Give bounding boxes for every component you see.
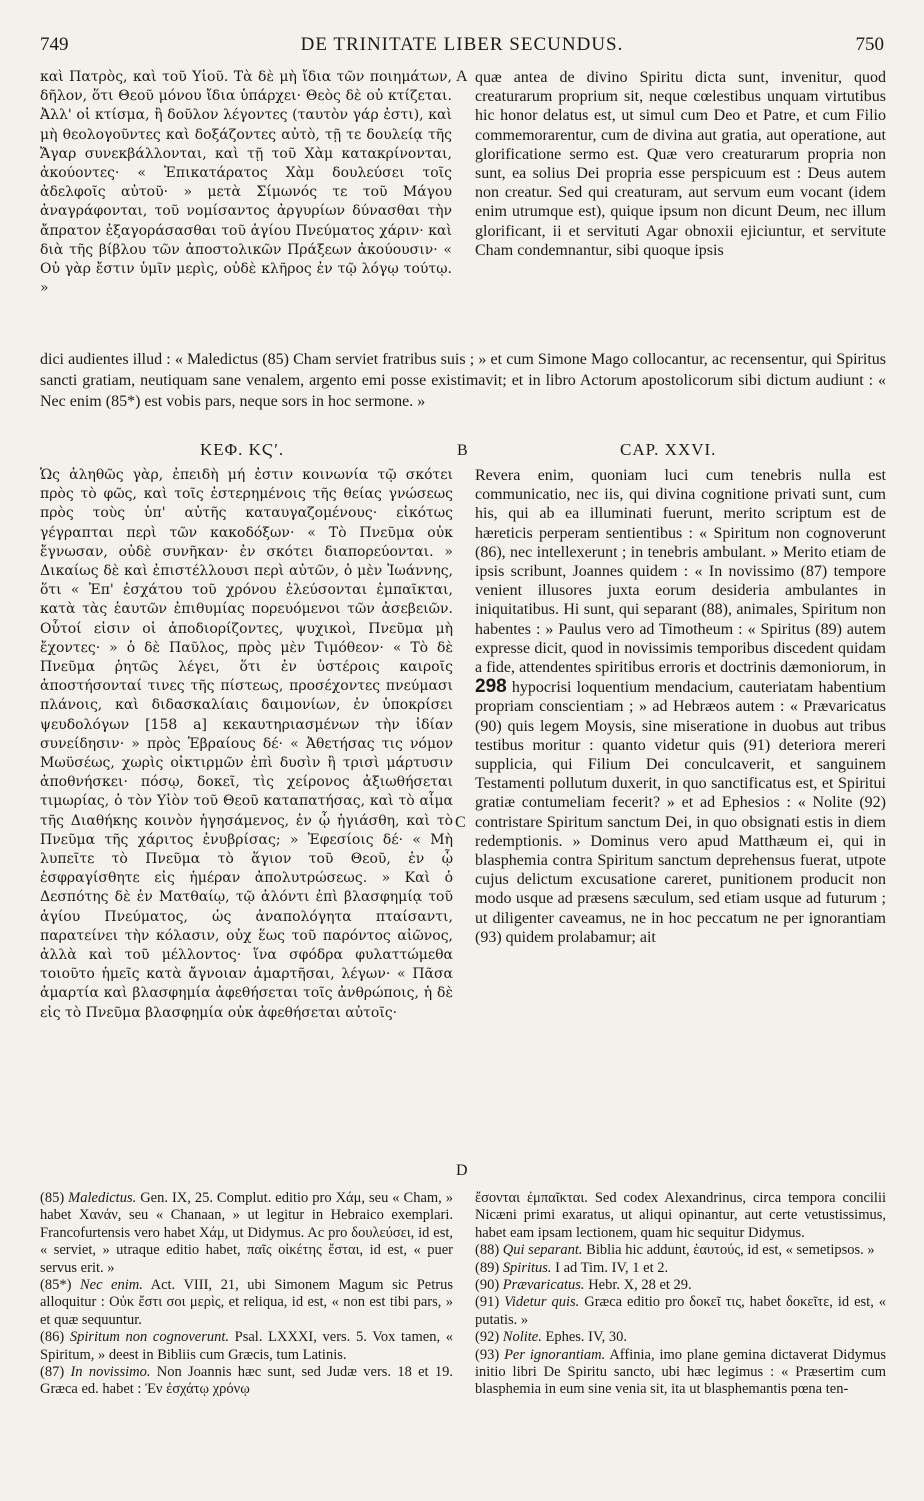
footnote-number: (90) — [475, 1277, 500, 1294]
running-title: DE TRINITATE LIBER SECUNDUS. — [300, 34, 624, 55]
footnote — [40, 1364, 453, 1399]
latin-body-part-b: hypocrisi loquentium mendacium, cauteriatam habentium propriam conscientiam ; » ad Hebræos autem : « Prævaricatus (90) quis legem Moysis, sine miseratione in duobus aut tribus testibus moritur : quanto videtur quis (91) deteriora mereri supplicia, qui Filium Dei conculcaverit, et sanguinem Testamenti pollutum duxerit, in quo sanctificatus est, et Spiritui gratiæ contumeliam fecerit? » et ad Ephesios : « Nolite (92) contristare Spiritum sanctum Dei, in quo obsignati estis in diem redemptionis. » Dominus vero apud Matthæum ei, qui in blasphemia contra Spiritum sanctum deprehensus fuerat, utpote cujus delictum excusatione careret, punitionem producit non modo usque ad præsens sæculum, sed etiam usque ad futurum ; ut diligenter caveamus, ne in hoc peccatum ne per ignorantiam (93) quidem prolabamur; ait — [475, 679, 886, 946]
margin-marker-c: C — [455, 814, 466, 831]
footnote-label: Qui separant. — [502, 1242, 583, 1259]
latin-body-text — [475, 466, 886, 1182]
footnotes-right — [475, 1190, 886, 1480]
running-header — [40, 34, 884, 60]
footnote — [40, 1190, 453, 1277]
footnote-text: Affinia, imo plane gemina dictaverat Didymus initio libri De Spiritu sancto, ubi hæc legimus : « Præsertim cum blasphemia in eum sine venia sit, ita ut blasphemantis pœna ten- — [475, 1346, 886, 1398]
full-width-latin-text: dici audientes illud : « Maledictus (85) Cham serviet fratribus suis ; » et cum Simone Mago collocantur, ac recensentur, qui Spiritus sancti gratiam, neutiquam sane venalem, argento emi posse existimavit; et in libro Actorum apostolicorum sibi dictum audiunt : « Nec enim (85*) est vobis pars, neque sors in hoc sermone. » — [40, 351, 886, 410]
footnote — [40, 1277, 453, 1329]
footnote-continuation: ἔσονται ἐμπαῖκται. Sed codex Alexandrinus, circa tempora concilii Nicæni primi exaratus, ut aliqui opinantur, aut certe vetustissimus, habet eam ipsam lectionem, quam hic sequitur Didymus. — [475, 1190, 886, 1241]
margin-marker-a: A — [456, 68, 468, 85]
page-marker-number: 298 — [475, 676, 507, 698]
footnote — [475, 1329, 886, 1346]
margin-marker-b: B — [457, 442, 468, 459]
chapter-heading-greek: ΚΕΦ. ΚϚʹ. — [200, 440, 285, 459]
footnote-text: Act. VIII, 21, ubi Simonem Magum sic Petrus alloquitur : Οὐκ ἔστι σοι μερὶς, et reliqua, id est, « non est tibi pars, » et quæ sequuntur. — [40, 1277, 453, 1328]
footnote-label: Nolite. — [502, 1329, 542, 1346]
footnote-number: (87) — [40, 1364, 65, 1381]
footnote-text: Græca editio pro δοκεῖ τις, habet δοκεῖτε, id est, « putatis. » — [475, 1294, 886, 1328]
footnotes-left — [40, 1190, 453, 1480]
footnote — [475, 1260, 886, 1277]
footnote — [475, 1347, 886, 1399]
footnote-text: Gen. IX, 25. Complut. editio pro Χάμ, seu « Cham, » habet Χανάν, seu « Chanaan, » ut legitur in Hebraico exemplari. Francofurtensis vero habet Χάμ, ut Didymus. Ac pro δουλεύσει, id est, « serviet, » utraque editio habet, παῖς οἰκέτης ἔσται, id est, « puer servus erit. » — [40, 1190, 453, 1276]
footnote-text: Biblia hic addunt, ἑαυτούς, id est, « semetipsos. » — [582, 1242, 875, 1259]
footnote-label: In novissimo. — [70, 1364, 151, 1381]
footnote-label: Maledictus. — [68, 1190, 137, 1206]
footnote-label: Videtur quis. — [504, 1294, 580, 1311]
footnote-number: (88) — [475, 1242, 500, 1259]
footnote-number: (85) — [40, 1190, 65, 1206]
top-greek-text: καὶ Πατρὸς, καὶ τοῦ Υἱοῦ. Τὰ δὲ μὴ ἴδια τῶν ποιημάτων, δῆλον, ὅτι Θεοῦ μόνου ἴδια ὑπάρχει· Θεὸς δὲ οὐ κτίζεται. Ἀλλ' οἱ κτίσμα, ἢ δοῦλον λέγοντες (ταυτὸν γάρ ἐστι), καὶ μὴ θεολογοῦντες καὶ δοξάζοντες αὐτὸ, τῇ τε δουλείᾳ τῆς Ἄγαρ συνεκβάλλονται, καὶ τῇ τοῦ Χὰμ κατακρίνονται, ἀκούοντες· « Ἐπικατάρατος Χὰμ δουλεύσει τοῖς ἀδελφοῖς αὐτοῦ· » μετὰ Σίμωνός τε τοῦ Μάγου ἀναγράφονται, τοῦ νομίσαντος ἀργυρίων δύνασθαι τὴν ἄπρατον ἐξαγοράσασθαι τοῦ ἁγίου Πνεύματος χάριν· καὶ διὰ τῆς βίβλου τῶν ἀποστολικῶν Πράξεων ἀκούουσιν· « Οὐ γὰρ ἔστιν ὑμῖν μερὶς, οὐδὲ κλῆρος ἐν τῷ λόγῳ τούτῳ. » — [40, 69, 452, 297]
footnote-text: I ad Tim. IV, 1 et 2. — [551, 1259, 669, 1276]
footnote-label: Prævaricatus. — [502, 1277, 585, 1294]
footnote-number: (85*) — [40, 1277, 72, 1294]
footnote — [475, 1294, 886, 1329]
footnote-number: (91) — [475, 1294, 500, 1311]
footnote-text: Ephes. IV, 30. — [541, 1329, 627, 1346]
footnote-number: (92) — [475, 1329, 500, 1346]
footnote-text: Non Joannis hæc sunt, sed Judæ vers. 18 et 19. Græca ed. habet : Ἐν ἐσχάτῳ χρόνῳ — [40, 1364, 453, 1398]
footnote — [40, 1329, 453, 1364]
footnote-label: Spiritus. — [502, 1259, 552, 1276]
chapter-heading-latin: CAP. XXVI. — [620, 440, 717, 459]
footnote-number: (86) — [40, 1329, 65, 1346]
footnote — [475, 1277, 886, 1294]
right-column-number: 750 — [855, 34, 884, 55]
footnote-label: Spiritum non cognoverunt. — [69, 1329, 229, 1346]
top-latin-text: quæ antea de divino Spiritu dicta sunt, invenitur, quod creaturarum proprium sit, neque cœlestibus unquam virtutibus hic honor delatus est, ut simul cum Deo et Patre, et cum Filio commemorarentur, cum de divina aut gratia, aut operatione, aut glorificatione sermo est. Quæ vero creaturarum propria non sunt, ea solius Dei propria esse perspicuum est : Deus autem non creatur. Sed qui creaturam, aut servum eum vocant (idem enim utrumque est), quique ipsum non dicunt Deum, nec illum glorificant, ii et servituti Agar obnoxii ejiciuntur, et servitute Cham condemnantur, sibi quoque ipsis — [475, 69, 886, 259]
footnote-label: Nec enim. — [79, 1277, 143, 1294]
footnote-label: Per ignorantiam. — [504, 1346, 606, 1363]
footnote-text: Psal. LXXXI, vers. 5. Vox tamen, « Spiritum, » deest in Bibliis cum Græcis, tum Latinis. — [40, 1329, 453, 1363]
latin-body-part-a: Revera enim, quoniam luci cum tenebris nulla est communicatio, nec iis, qui divina cognitione privati sunt, cum his, qui ab ea illuminati fuerunt, merito scriptum est de hæreticis perperam sentientibus : « Spiritum non cognoverunt (86), nec intellexerunt ; in tenebris ambulant. » Merito etiam de ipsis scribunt, Joannes quidem : « In novissimo (87) tempore venient illusores juxta eorum desideria ambulantes in iniquitatibus. Hi sunt, qui separant (88), animales, Spiritum non habentes : » Paulus vero ad Timotheum : « Spiritus (89) autem expresse dicit, quod in novissimis temporibus discedent quidam a fide, attendentes spiritibus erroris et doctrinis dæmoniorum, in — [475, 467, 886, 677]
margin-marker-d: D — [456, 1162, 468, 1179]
footnote-text: Hebr. X, 28 et 29. — [584, 1277, 692, 1294]
left-column-number: 749 — [40, 34, 69, 55]
footnote-number: (93) — [475, 1346, 500, 1363]
footnote-number: (89) — [475, 1259, 500, 1276]
greek-body-text: Ὡς ἀληθῶς γὰρ, ἐπειδὴ μή ἐστιν κοινωνία τῷ σκότει πρὸς τὸ φῶς, καὶ τοῖς ἐστερημένοις τῆς θείας γνώσεως πρὸς τοὺς ὑπ' αὐτῆς καταυγαζομένους· εἰκότως γέγραπται περὶ τῶν κακοδόξων· « Τὸ Πνεῦμα οὐκ ἔγνωσαν, οὐδὲ συνῆκαν· ἐν σκότει διαπορεύονται. » Δικαίως δὲ καὶ ἐπιστέλλουσι περὶ αὐτῶν, ὁ μὲν Ἰωάννης, ὅτι « Ἐπ' ἐσχάτου τοῦ χρόνου ἐλεύσονται ἐμπαῖκται, κατὰ τὰς ἑαυτῶν ἐπιθυμίας πορευόμενοι τῶν ἀσεβειῶν. Οὗτοί εἰσιν οἱ ἀποδιορίζοντες, ψυχικοὶ, Πνεῦμα μὴ ἔχοντες· » ὁ δὲ Παῦλος, πρὸς μὲν Τιμόθεον· « Τὸ δὲ Πνεῦμα ῥητῶς λέγει, ὅτι ἐν ὑστέροις καιροῖς ἀποστήσονταί τινες τῆς πίστεως, προσέχοντες πνεύμασι πλάνοις, καὶ διδασκαλίαις δαιμονίων, ἐν ὑποκρίσει ψευδολόγων [158 a] κεκαυτηριασμένων τὴν ἰδίαν συνείδησιν· » πρὸς Ἑβραίους δέ· « Ἀθετήσας τις νόμον Μωϋσέως, χωρὶς οἰκτιρμῶν ἐπὶ δυσὶν ἢ τρισὶ μάρτυσιν ἀποθνήσκει· πόσῳ, δοκεῖ, τὶς χείρονος ἀξιωθήσεται τιμωρίας, ὁ τὸν Υἱὸν τοῦ Θεοῦ καταπατήσας, καὶ τὸ αἷμα τῆς Διαθήκης κοινὸν ἡγησάμενος, ἐν ᾧ ἡγιάσθη, καὶ τὸ Πνεῦμα τῆς χάριτος ἐνυβρίσας; » Ἐφεσίοις δέ· « Μὴ λυπεῖτε τὸ Πνεῦμα τὸ ἅγιον τοῦ Θεοῦ, ἐν ᾧ ἐσφραγίσθητε εἰς ἡμέραν ἀπολυτρώσεως. » Καὶ ὁ Δεσπότης δὲ ἐν Ματθαίῳ, τῷ ἁλόντι ἐπὶ βλασφημίᾳ τοῦ ἁγίου Πνεύματος, ὡς ἀναπολόγητα πταίσαντι, παρατείνει τὴν κόλασιν, οὐχ ἕως τοῦ παρόντος αἰῶνος, ἀλλὰ καὶ τοῦ μέλλοντος· ἵνα σφόδρα φυλαττώμεθα τοιοῦτο ἡμεῖς κατὰ ἄγνοιαν ἁμαρτῆσαι, λέγων· « Πᾶσα ἁμαρτία καὶ βλασφημία ἀφεθήσεται τοῖς ἀνθρώποις, ἡ δὲ εἰς τὸ Πνεῦμα βλασφημία οὐκ ἀφεθήσεται αὐτοῖς· — [40, 467, 453, 1021]
footnote — [475, 1242, 886, 1259]
